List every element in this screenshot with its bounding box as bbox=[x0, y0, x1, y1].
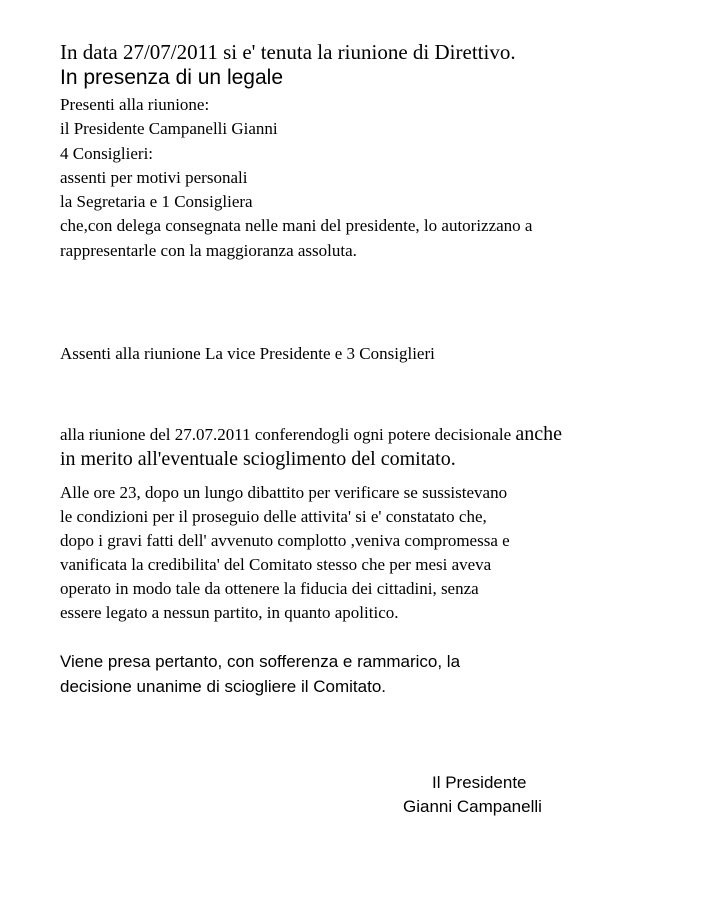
discussion-line: dopo i gravi fatti dell' avvenuto complotto ,veniva compromessa e bbox=[60, 531, 510, 550]
discussion-line: essere legato a nessun partito, in quanto apolitico. bbox=[60, 603, 399, 622]
header-line-2: In presenza di un legale bbox=[60, 66, 283, 89]
signature-title: Il Presidente bbox=[432, 773, 527, 792]
attendance-line: Presenti alla riunione: bbox=[60, 95, 210, 114]
discussion-line: vanificata la credibilita' del Comitato stesso che per mesi aveva bbox=[60, 555, 492, 574]
delegation-line-2: in merito all'eventuale scioglimento del comitato. bbox=[60, 448, 456, 470]
attendance-line: la Segretaria e 1 Consigliera bbox=[60, 192, 253, 211]
signature-name: Gianni Campanelli bbox=[403, 797, 542, 816]
attendance-line: il Presidente Campanelli Gianni bbox=[60, 119, 278, 138]
delegation-line-1-b: anche bbox=[515, 423, 563, 445]
attendance-line: assenti per motivi personali bbox=[60, 168, 248, 187]
delegation-line-1 bbox=[60, 423, 562, 446]
delegation-line-1-a: alla riunione del 27.07.2011 conferendogli ogni potere decisionale bbox=[60, 425, 512, 444]
absent-line: Assenti alla riunione La vice Presidente e 3 Consiglieri bbox=[60, 344, 435, 363]
attendance-line: che,con delega consegnata nelle mani del presidente, lo autorizzano a bbox=[60, 216, 533, 235]
attendance-line: rappresentarle con la maggioranza assoluta. bbox=[60, 241, 357, 260]
header-line-1: In data 27/07/2011 si e' tenuta la riunione di Direttivo. bbox=[60, 40, 516, 64]
attendance-line: 4 Consiglieri: bbox=[60, 144, 154, 163]
decision-line: Viene presa pertanto, con sofferenza e rammarico, la bbox=[60, 652, 461, 671]
decision-line: decisione unanime di sciogliere il Comitato. bbox=[60, 677, 386, 696]
discussion-line: operato in modo tale da ottenere la fiducia dei cittadini, senza bbox=[60, 579, 479, 598]
discussion-line: Alle ore 23, dopo un lungo dibattito per verificare se sussistevano bbox=[60, 483, 508, 502]
discussion-line: le condizioni per il proseguio delle attivita' si e' constatato che, bbox=[60, 507, 487, 526]
